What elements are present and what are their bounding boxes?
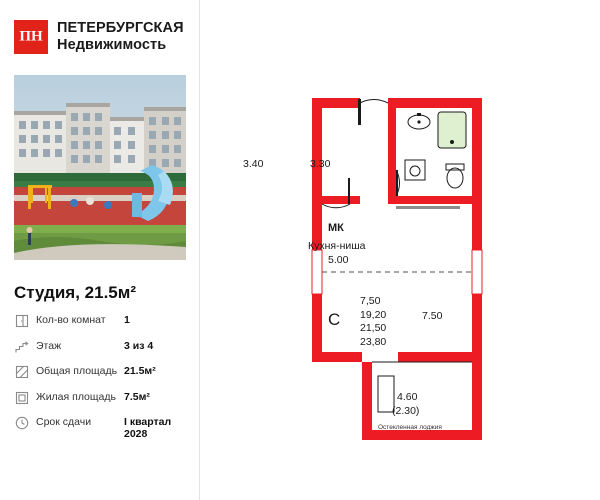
area-values [360, 295, 386, 349]
kitchen-name-label: Кухня-ниша [308, 240, 366, 252]
room-right-width-label: 7.50 [422, 310, 443, 322]
spec-value-total-area: 21.5м² [124, 365, 156, 377]
clock-icon [14, 415, 30, 431]
logo-mark-text: ПН [19, 28, 43, 45]
spec-label-deadline: Срок сдачи [36, 416, 92, 428]
balcony-caption-label: Остекленная лоджия [378, 424, 442, 431]
area-icon [14, 364, 30, 380]
spec-value-floor: 3 из 4 [124, 339, 154, 352]
area-value-rooms: 19,20 [360, 308, 387, 321]
brand-name-line2: Недвижимость [57, 37, 167, 54]
rooms-icon [14, 313, 30, 329]
kitchen-tag-label: МК [328, 222, 344, 234]
complex-photo[interactable] [14, 75, 186, 260]
spec-value-living-area: 7.5м² [124, 390, 150, 403]
living-icon [14, 390, 30, 406]
area-value-with-balcony: 23,80 [360, 335, 387, 348]
spec-value-deadline: I квартал 2028 [124, 416, 172, 440]
spec-list [14, 312, 190, 440]
floorplan[interactable] [200, 0, 600, 500]
listing-info-panel [0, 0, 200, 500]
bath-width-label: 3.30 [310, 158, 331, 170]
area-value-living: 7,50 [360, 295, 381, 307]
spec-row-rooms [14, 312, 190, 338]
balcony-area-label: (2.30) [392, 405, 420, 417]
stairs-icon [14, 339, 30, 355]
logo-icon [14, 20, 48, 54]
spec-row-deadline [14, 414, 190, 440]
spec-label-rooms: Кол-во комнат [36, 314, 106, 326]
spec-row-total-area [14, 363, 190, 389]
spec-row-floor [14, 338, 190, 364]
brand-name-line1: ПЕТЕРБУРГСКАЯ [57, 20, 184, 36]
kitchen-width-label: 5.00 [328, 254, 349, 266]
brand-name [57, 20, 184, 54]
spec-label-floor: Этаж [36, 339, 62, 352]
spec-row-living-area [14, 389, 190, 415]
area-value-total: 21,50 [360, 322, 387, 334]
page-title: Студия, 21.5м² [14, 283, 136, 302]
spec-label-living-area: Жилая площадь [36, 390, 116, 403]
room-letter-label: С [328, 310, 341, 329]
spec-label-total-area: Общая площадь [36, 365, 118, 377]
spec-value-rooms: 1 [124, 314, 130, 326]
balcony-width-label: 4.60 [397, 391, 418, 403]
hall-width-label: 3.40 [243, 158, 264, 170]
brand-logo[interactable] [14, 20, 184, 54]
